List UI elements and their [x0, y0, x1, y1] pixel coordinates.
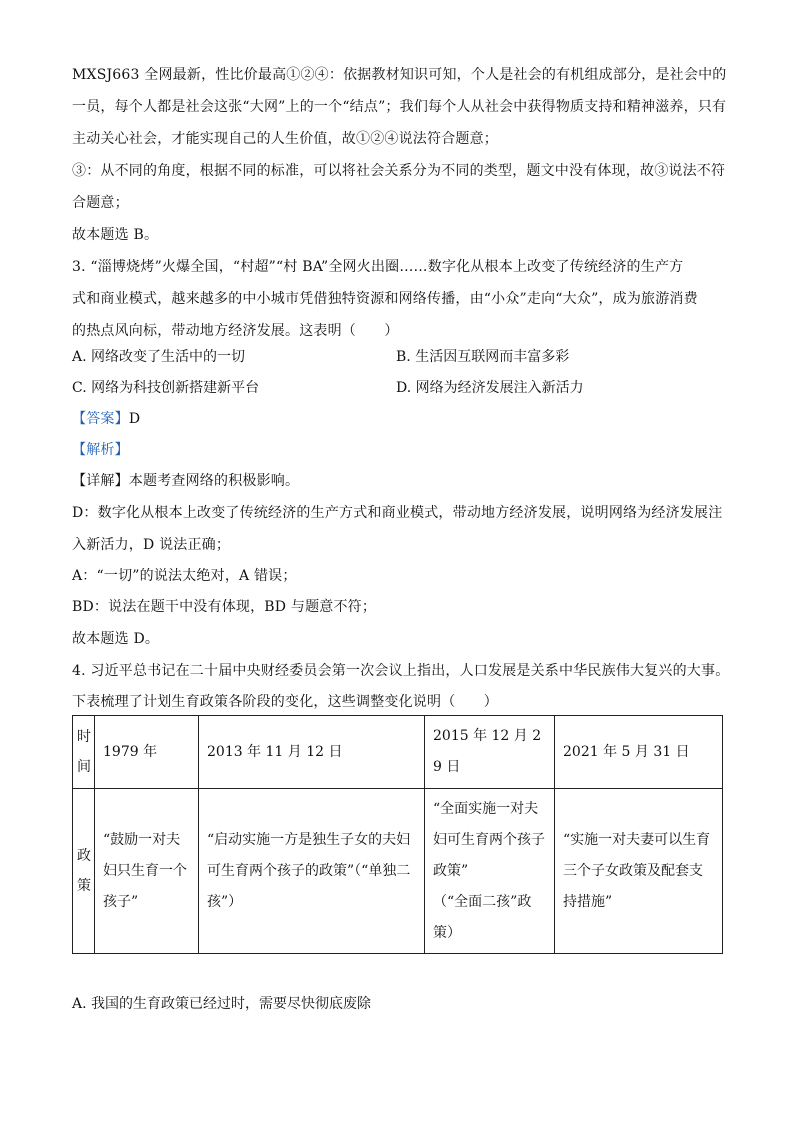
q3-option-a: A. 网络改变了生活中的一切 — [72, 349, 246, 365]
policy-cell: “实施一对夫妻可以生育三个子女政策及配套支持措施” — [555, 789, 723, 954]
answer-value: D — [128, 411, 141, 427]
row-header-time: 时间 — [73, 716, 95, 789]
q3-stem-line-3: 的热点风向标，带动地方经济发展。这表明（ ） — [72, 323, 399, 339]
q2-conclusion: 故本题选 B。 — [72, 227, 159, 243]
q2-explanation-line-2: 一员，每个人都是社会这张“大网”上的一个“结点”；我们每个人从社会中获得物质支持和精神滋养，只有 — [72, 99, 727, 115]
q2-explanation-line-5: 合题意； — [72, 195, 129, 211]
q3-answer-row — [72, 409, 724, 429]
q3-analysis-row — [72, 440, 724, 460]
date-cell: 1979 年 — [95, 716, 199, 789]
detail-tag: 【详解】 — [72, 473, 129, 489]
q3-explanation-line-2: 入新活力，D 说法正确； — [72, 537, 231, 553]
policy-cell: “启动实施一方是独生子女的夫妇可生育两个孩子的政策”（“单独二孩”） — [199, 789, 425, 954]
row-header-policy: 政策 — [73, 789, 95, 954]
analysis-tag: 【解析】 — [72, 442, 129, 458]
date-cell: 2021 年 5 月 31 日 — [555, 716, 723, 789]
q3-stem-line-2: 式和商业模式，越来越多的中小城市凭借独特资源和网络传播，由“小众”走向“大众”，成为旅游消费 — [72, 291, 698, 307]
policy-text: “全面实施一对夫妇可生育两个孩子政策” — [433, 800, 545, 879]
q2-explanation-line-4: ③：从不同的角度，根据不同的标准，可以将社会关系分为不同的类型，题文中没有体现，故③说法不符 — [72, 163, 726, 179]
policy-note: （“全面二孩”政策） — [433, 893, 532, 941]
q3-explanation-line-4: BD：说法在题干中没有体现，BD 与题意不符； — [72, 599, 377, 615]
date-cell: 2013 年 11 月 12 日 — [199, 716, 425, 789]
q4-stem-line-2: 下表梳理了计划生育政策各阶段的变化，这些调整变化说明（ ） — [72, 694, 498, 710]
q3-option-d: D. 网络为经济发展注入新活力 — [396, 380, 584, 396]
q3-explanation-line-3: A：“一切”的说法太绝对，A 错误； — [72, 568, 297, 584]
table-row-policy — [73, 789, 723, 954]
policy-table — [72, 715, 723, 954]
table-row-time — [73, 716, 723, 789]
q3-conclusion: 故本题选 D。 — [72, 631, 160, 647]
q3-detail-row — [72, 471, 724, 491]
q3-explanation-line-1: D：数字化从根本上改变了传统经济的生产方式和商业模式，带动地方经济发展，说明网络为经济发展注 — [72, 505, 723, 521]
q2-explanation-line-1: MXSJ663 全网最新，性比价最高①②④：依据教材知识可知，个人是社会的有机组成部分，是社会中的 — [72, 67, 727, 83]
q3-option-b: B. 生活因互联网而丰富多彩 — [396, 349, 570, 365]
q3-option-c: C. 网络为科技创新搭建新平台 — [72, 380, 260, 396]
policy-cell: “鼓励一对夫妇只生育一个孩子” — [95, 789, 199, 954]
q4-stem-line-1: 4. 习近平总书记在二十届中央财经委员会第一次会议上指出，人口发展是关系中华民族伟大复兴的大事。 — [72, 663, 730, 679]
date-cell: 2015 年 12 月 29 日 — [425, 716, 555, 789]
q4-option-a: A. 我国的生育政策已经过时，需要尽快彻底废除 — [72, 996, 372, 1012]
q2-explanation-line-3: 主动关心社会，才能实现自己的人生价值，故①②④说法符合题意； — [72, 131, 498, 147]
policy-cell — [425, 789, 555, 954]
q3-stem-line-1: 3. “淄博烧烤”火爆全国，“村超”“村 BA”全网火出圈……数字化从根本上改变了传统经济的生产方 — [72, 259, 684, 275]
answer-tag: 【答案】 — [72, 411, 129, 427]
detail-text: 本题考查网络的积极影响。 — [128, 473, 300, 489]
